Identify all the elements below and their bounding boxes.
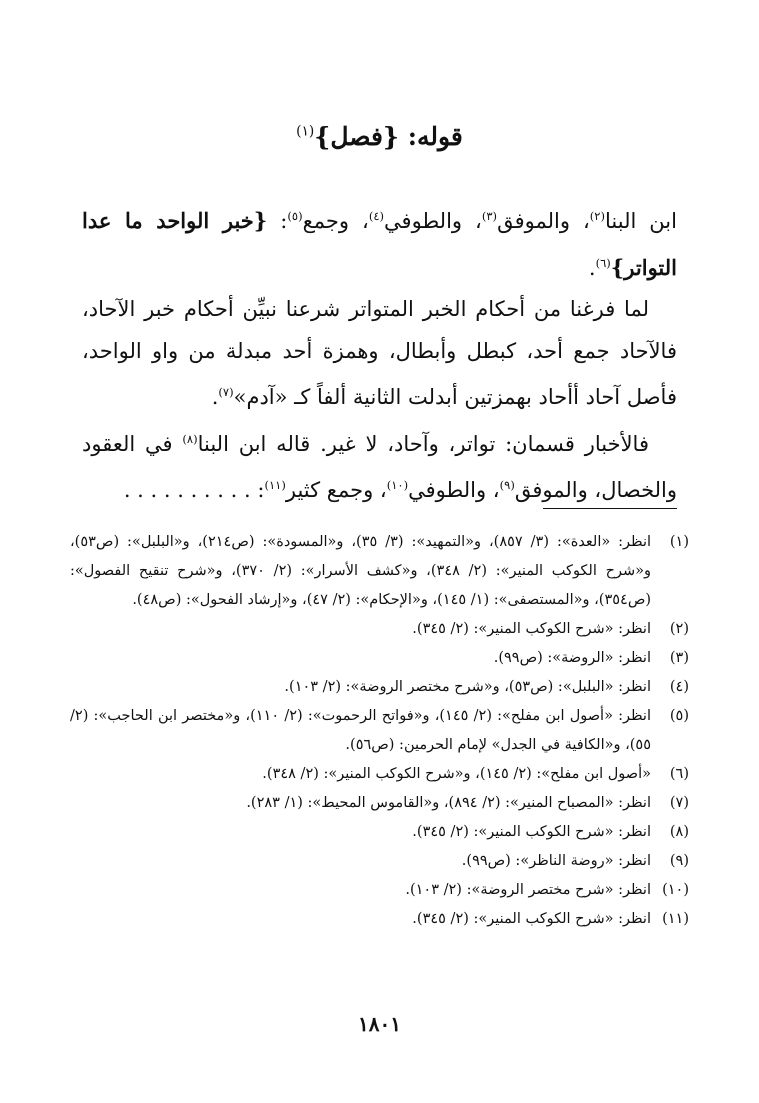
footnote (70, 702, 689, 760)
text-run: : (267, 209, 288, 233)
footnote-number: (٨) (669, 824, 689, 840)
text-run: ، والطوفي (408, 478, 500, 502)
footnote-ref: (٢) (589, 209, 605, 223)
page-number: ١٨٠١ (358, 1012, 401, 1036)
footnote (70, 615, 689, 644)
text-run: . (211, 385, 219, 409)
footnote-ref: (٨) (182, 431, 198, 446)
footnote-ref: (٩) (499, 478, 515, 492)
footnote-text: انظر: «المصباح المنير»: (٢/ ٨٩٤)، و«القاموس المحيط»: (١/ ٢٨٣). (246, 795, 651, 811)
footnote (70, 876, 689, 905)
footnote-number: (٩) (669, 853, 689, 869)
footnote (70, 818, 689, 847)
footnote-text: انظر: «شرح الكوكب المنير»: (٢/ ٣٤٥). (412, 824, 651, 840)
paragraph (82, 289, 677, 419)
footnote-ref: (١١) (264, 478, 286, 492)
text-run: في العقود والخصال، والموفق (82, 431, 677, 502)
footnote-ref: (٤) (368, 209, 385, 223)
bold-quote: {خبر الواحد ما عدا التواتر} (82, 208, 677, 280)
footnote (70, 905, 689, 934)
footnotes (70, 528, 689, 934)
text-run: فالأخبار قسمان: تواتر، وآحاد، لا غير. قاله ابن البنا (197, 431, 649, 456)
section-heading (0, 122, 759, 151)
footnote-text: انظر: «روضة الناظر»: (ص٩٩). (461, 853, 651, 869)
footnote-ref: (٥) (287, 209, 303, 223)
footnote-number: (٦) (669, 766, 689, 782)
footnote-text: انظر: «العدة»: (٣/ ٨٥٧)، و«التمهيد»: (٣/ ٣٥)، و«المسودة»: (ص٢١٤)، و«البلبل»: (ص٥٣)، و«شرح الكوكب المنير»: (٢/ ٣٤٨)، و«كشف الأسرار»: (٢/ ٣٧٠)، و«شرح تنقيح الفصول»: (ص٣٥٤)، و«المستصفى»: (١/ ١٤٥)، و«الإحكام»: (٢/ ٤٧)، و«إرشاد الفحول»: (ص٤٨). (70, 534, 652, 608)
footnote-ref: (٣) (481, 209, 498, 223)
footnote-text: انظر: «شرح مختصر الروضة»: (٢/ ١٠٣). (405, 882, 651, 898)
text-run: ، والموفق (497, 209, 590, 233)
text-run: ، وجمع (302, 209, 369, 233)
footnote-number: (٥) (669, 708, 689, 724)
footnote-ref: (٧) (218, 385, 234, 399)
footnote (70, 847, 689, 876)
footnote-text: انظر: «أصول ابن مفلح»: (٢/ ١٤٥)، و«فواتح الرحموت»: (٢/ ١١٠)، و«مختصر ابن الحاجب»: (٢/ ٥٥)، و«الكافية في الجدل» لإمام الحرمين: (ص٥٦). (70, 708, 651, 753)
main-text (82, 196, 677, 512)
section-heading-text: قوله: {فصل} (314, 122, 463, 151)
footnote-text: «أصول ابن مفلح»: (٢/ ١٤٥)، و«شرح الكوكب المنير»: (٢/ ٣٤٨). (262, 766, 651, 782)
text-run: : (250, 478, 265, 502)
footnote-number: (٣) (669, 650, 689, 666)
footnote-text: انظر: «شرح الكوكب المنير»: (٢/ ٣٤٥). (412, 911, 651, 927)
paragraph (82, 196, 677, 289)
footnote (70, 760, 689, 789)
footnote-text: انظر: «شرح الكوكب المنير»: (٢/ ٣٤٥). (412, 621, 651, 637)
text-run: ، وجمع كثير (285, 478, 387, 502)
ellipsis-dots: . . . . . . . . . . (123, 478, 251, 502)
footnote-number: (١٠) (662, 882, 689, 898)
footnote-ref: (١٠) (386, 478, 409, 492)
footnote (70, 789, 689, 818)
footnote-ref: (٦) (595, 255, 611, 270)
footnote-number: (٤) (669, 679, 689, 695)
footnote-divider (543, 508, 677, 509)
footnote (70, 673, 689, 702)
footnote (70, 528, 689, 615)
text-run: ابن البنا (605, 209, 677, 233)
text-run: لما فرغنا من أحكام الخبر المتواتر شرعنا نبيِّن أحكام خبر الآحاد، فالآحاد جمع أحد، كبطل وأبطال، وهمزة أحد مبدلة من واو الواحد، فأصل آحاد أأحاد بهمزتين أبدلت الثانية ألفاً كـ «آدم» (82, 297, 677, 409)
footnote-number: (١) (669, 534, 689, 550)
footnote-number: (١١) (662, 911, 689, 927)
footnote-text: انظر: «البلبل»: (ص٥٣)، و«شرح مختصر الروضة»: (٢/ ١٠٣). (284, 679, 651, 695)
paragraph (82, 419, 677, 512)
footnote-number: (٢) (669, 621, 689, 637)
text-run: . (588, 255, 596, 280)
footnote-ref: (١) (296, 123, 315, 140)
footnote-text: انظر: «الروضة»: (ص٩٩). (493, 650, 651, 666)
footnote-number: (٧) (669, 795, 689, 811)
footnote (70, 644, 689, 673)
text-run: ، والطوفي (384, 209, 482, 233)
